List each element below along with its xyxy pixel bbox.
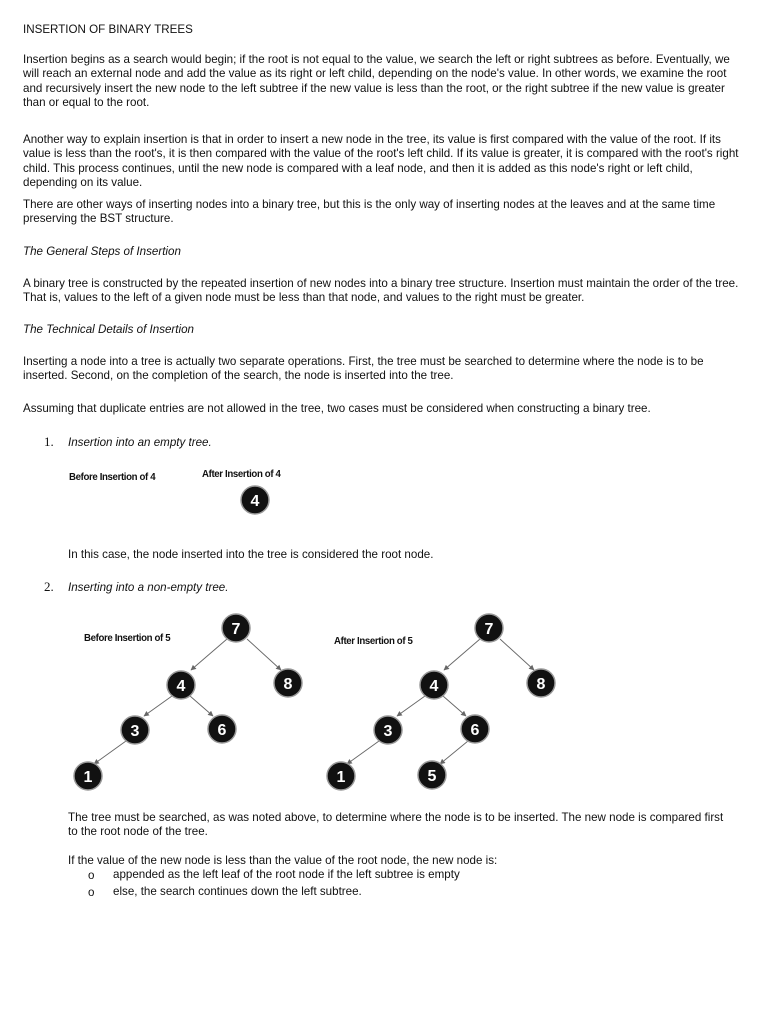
page-title: INSERTION OF BINARY TREES: [23, 23, 193, 36]
tree-edge: [94, 741, 126, 764]
paragraph-technical-details: Inserting a node into a tree is actually two separate operations. First, the tree must be searched to determine where the node is to be inserted. Second, on the completion of the search, the node is inserted into the tree.: [23, 355, 704, 383]
node-label: 5: [427, 768, 437, 785]
tree-node: [74, 762, 102, 790]
case2-paragraph-search: The tree must be searched, as was noted above, to determine where the node is to be inserted. The new node is compared first to the root node of the tree.: [68, 811, 724, 839]
tree-edge: [347, 741, 379, 764]
before-tree-edges: [94, 639, 281, 764]
node-label: 1: [83, 769, 93, 786]
node-label: 7: [231, 621, 241, 638]
case2-title: Inserting into a non-empty tree.: [68, 581, 229, 594]
list-number-2: 2.: [44, 579, 54, 594]
after-tree-nodes: [327, 614, 555, 790]
node-label: 8: [283, 676, 293, 693]
subheading-general-steps: The General Steps of Insertion: [23, 245, 181, 258]
node-label: 3: [383, 723, 393, 740]
tree-edge: [144, 696, 172, 716]
tree-edge: [191, 639, 227, 670]
case1-after-caption: After Insertion of 4: [202, 468, 281, 480]
tree-node: [274, 669, 302, 697]
tree-edge: [440, 741, 468, 764]
tree-node: [420, 671, 448, 699]
tree-edge: [444, 639, 480, 670]
case2-before-caption: Before Insertion of 5: [84, 632, 171, 644]
bullet-marker: o: [88, 869, 95, 882]
case2-paragraph-compare: If the value of the new node is less than the value of the root node, the new node is:: [68, 854, 498, 867]
case2-after-caption: After Insertion of 5: [334, 635, 413, 647]
bullet-item-left-leaf: appended as the left leaf of the root node if the left subtree is empty: [113, 868, 460, 881]
tree-node: [241, 486, 269, 514]
case1-title: Insertion into an empty tree.: [68, 436, 212, 449]
tree-node: [418, 761, 446, 789]
bullet-item-continue-search: else, the search continues down the left subtree.: [113, 885, 362, 898]
tree-node: [208, 715, 236, 743]
tree-node: [121, 716, 149, 744]
tree-node: [475, 614, 503, 642]
tree-edge: [500, 639, 534, 670]
after-tree-edges: [347, 639, 534, 764]
tree-edge: [190, 696, 213, 716]
node-label: 4: [429, 678, 439, 695]
node-label: 8: [536, 676, 546, 693]
node-label: 3: [130, 723, 140, 740]
tree-node: [327, 762, 355, 790]
tree-node: [527, 669, 555, 697]
tree-node: [222, 614, 250, 642]
paragraph-other-ways: There are other ways of inserting nodes into a binary tree, but this is the only way of inserting nodes at the leaves and at the same time preserving the BST structure.: [23, 198, 716, 226]
node-label: 4: [250, 493, 260, 510]
case1-before-caption: Before Insertion of 4: [69, 471, 156, 483]
tree-node: [374, 716, 402, 744]
list-number-1: 1.: [44, 434, 54, 449]
bullet-marker: o: [88, 886, 95, 899]
paragraph-explanation: Another way to explain insertion is that in order to insert a new node in the tree, its value is first compared with the value of the root. If its value is less than the root's, it is then compared with the value of the root's left child. If its value is greater, it is compared with the root's right child. This process continues, until the new node is compared with a leaf node, and then it is added as this node's right or left child, depending on its value.: [23, 133, 739, 190]
subheading-technical-details: The Technical Details of Insertion: [23, 323, 194, 336]
node-label: 6: [470, 722, 480, 739]
tree-edge: [247, 639, 281, 670]
tree-node: [461, 715, 489, 743]
tree-edge: [397, 696, 425, 716]
tree-node: [167, 671, 195, 699]
node-label: 4: [176, 678, 186, 695]
tree-edge: [443, 696, 466, 716]
paragraph-intro: Insertion begins as a search would begin; if the root is not equal to the value, we search the left or right subtrees as before. Eventually, we will reach an external node and add the value as its right or left child, depending on the node's value. In other words, we examine the root and recursively insert the new node to the left subtree if the new value is less than the root, or the right subtree if the new value is greater than or equal to the root.: [23, 53, 730, 110]
paragraph-general-steps: A binary tree is constructed by the repeated insertion of new nodes into a binary tree structure. Insertion must maintain the order of the tree. That is, values to the left of a given node must be less than that node, and values to the right must be greater.: [23, 277, 739, 305]
case1-note: In this case, the node inserted into the tree is considered the root node.: [68, 548, 434, 561]
paragraph-duplicates: Assuming that duplicate entries are not allowed in the tree, two cases must be considered when constructing a binary tree.: [23, 402, 651, 415]
before-tree-nodes: [74, 614, 302, 790]
node-label: 6: [217, 722, 227, 739]
node-label: 7: [484, 621, 494, 638]
node-label: 1: [336, 769, 346, 786]
